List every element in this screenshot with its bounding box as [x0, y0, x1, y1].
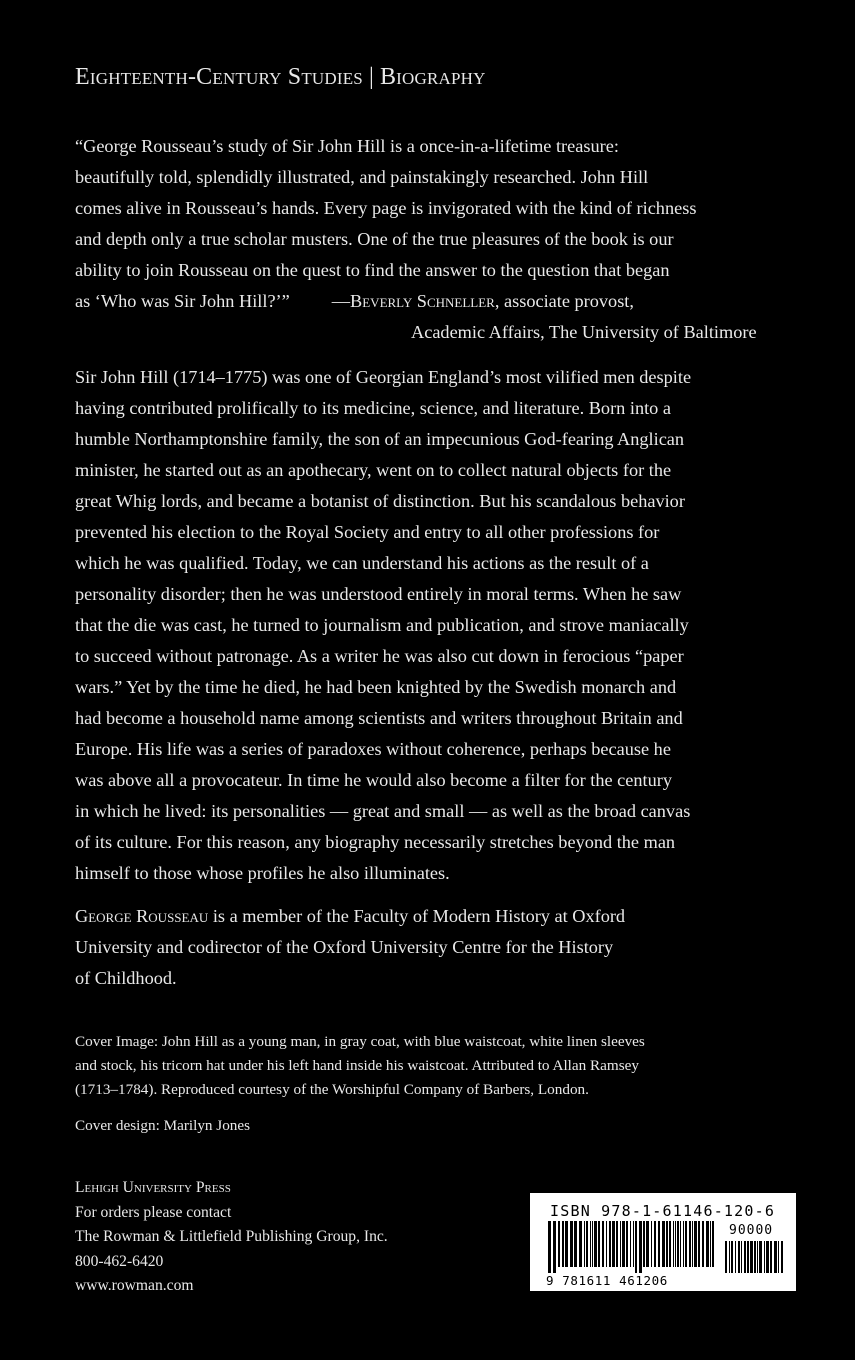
barcode-bar — [553, 1221, 556, 1273]
barcode-bar — [764, 1241, 765, 1273]
barcode-bar — [706, 1221, 709, 1267]
barcode-bar — [626, 1221, 628, 1267]
barcode-bar — [594, 1221, 597, 1267]
description-line: minister, he started out as an apothecary, went on to collect natural objects for the — [75, 460, 672, 480]
barcode-bar — [744, 1241, 746, 1273]
barcode-bar — [774, 1241, 777, 1273]
barcode-bar — [548, 1221, 551, 1273]
barcode-bar — [766, 1241, 769, 1273]
quote-line: comes alive in Rousseau’s hands. Every page is invigorated with the kind of richness — [75, 198, 697, 218]
category-separator: | — [368, 64, 374, 90]
barcode-bar — [683, 1221, 684, 1267]
quote-line-text: as ‘Who was Sir John Hill?’” — [75, 291, 290, 311]
isbn-barcode — [530, 1193, 796, 1291]
description-line: wars.” Yet by the time he died, he had been knighted by the Swedish monarch and — [75, 677, 677, 697]
barcode-bar — [562, 1221, 564, 1267]
barcode-bar — [590, 1221, 591, 1267]
barcode-bar — [643, 1221, 645, 1267]
barcode-bar — [606, 1221, 607, 1267]
quote-line: “George Rousseau’s study of Sir John Hill is a once-in-a-lifetime treasure: — [75, 136, 619, 156]
orders-note: For orders please contact — [75, 1203, 232, 1221]
author-bio — [75, 901, 795, 994]
author-name: George Rousseau — [75, 906, 209, 926]
attribution-dash: — — [331, 291, 351, 311]
quote-line: beautifully told, splendidly illustrated, and painstakingly researched. John Hill — [75, 167, 649, 187]
website: www.rowman.com — [75, 1277, 194, 1294]
barcode-bar — [759, 1241, 762, 1273]
cover-design-credit: Cover design: Marilyn Jones — [75, 1117, 251, 1134]
barcode-bar — [692, 1221, 693, 1267]
description-line: Sir John Hill (1714–1775) was one of Georgian England’s most vilified men despite — [75, 367, 692, 387]
barcode-bar — [666, 1221, 668, 1267]
barcode-bar — [639, 1221, 642, 1273]
barcode-bar — [735, 1241, 736, 1273]
barcode-bar — [702, 1221, 704, 1267]
barcode-bar — [680, 1221, 681, 1267]
category-right: Biography — [379, 64, 486, 90]
attribution — [332, 291, 634, 311]
endorsement-quote — [75, 131, 795, 348]
barcode-bar — [689, 1221, 691, 1267]
barcode-bar — [612, 1221, 615, 1267]
description-line: having contributed prolifically to its medicine, science, and literature. Born into a — [75, 398, 671, 418]
barcode-bar — [609, 1221, 611, 1267]
cover-credit-line: and stock, his tricorn hat under his left hand inside his waistcoat. Attributed to Allan Ramsey — [75, 1057, 639, 1074]
description-line: which he was qualified. Today, we can understand his actions as the result of a — [75, 553, 649, 573]
price-addon-digits: 90000 — [729, 1223, 774, 1238]
barcode-bar — [731, 1241, 733, 1273]
cover-credit-line: (1713–1784). Reproduced courtesy of the Worshipful Company of Barbers, London. — [75, 1081, 589, 1098]
barcode-bar — [633, 1221, 634, 1267]
barcode-bar — [592, 1221, 593, 1267]
barcode-bar — [710, 1221, 711, 1267]
barcode-bar — [781, 1241, 783, 1273]
barcode-bar — [651, 1221, 652, 1267]
barcode-bar — [694, 1221, 697, 1267]
quote-last-line — [75, 286, 795, 317]
description-line: had become a household name among scientists and writers throughout Britain and — [75, 708, 683, 728]
barcode-bar — [598, 1221, 600, 1267]
barcode-bar — [712, 1221, 714, 1267]
ean-barcode-bars — [548, 1221, 716, 1273]
description-line: was above all a provocateur. In time he would also become a filter for the century — [75, 770, 672, 790]
publisher-info — [75, 1176, 388, 1299]
addon-barcode-bars — [725, 1241, 783, 1279]
barcode-bar — [584, 1221, 585, 1267]
barcode-bar — [698, 1221, 700, 1267]
barcode-bar — [586, 1221, 588, 1267]
description-line: of its culture. For this reason, any biography necessarily stretches beyond the man — [75, 832, 676, 852]
quote-line: and depth only a true scholar musters. One of the true pleasures of the book is our — [75, 229, 674, 249]
description-line: great Whig lords, and became a botanist of distinction. But his scandalous behavior — [75, 491, 685, 511]
description-line: prevented his election to the Royal Society and entry to all other professions for — [75, 522, 660, 542]
barcode-bar — [747, 1241, 749, 1273]
barcode-bar — [725, 1241, 727, 1273]
barcode-bar — [565, 1221, 568, 1267]
description-line: humble Northamptonshire family, the son of an impecunious God-fearing Anglican — [75, 429, 685, 449]
barcode-bar — [574, 1221, 577, 1267]
barcode-bar — [602, 1221, 604, 1267]
description-line: in which he lived: its personalities — great and small — as well as the broad canvas — [75, 801, 691, 821]
description-line: himself to those whose profiles he also illuminates. — [75, 863, 450, 883]
barcode-bar — [778, 1241, 779, 1273]
barcode-bar — [673, 1221, 674, 1267]
publisher-name: Lehigh University Press — [75, 1179, 231, 1196]
barcode-bar — [750, 1241, 753, 1273]
barcode-bar — [654, 1221, 656, 1267]
category-heading — [75, 64, 486, 91]
barcode-bar — [729, 1241, 730, 1273]
description-line: that the die was cast, he turned to journalism and publication, and strove maniacally — [75, 615, 689, 635]
attribution-name: Beverly Schneller — [350, 291, 495, 311]
isbn-number: ISBN 978-1-61146-120-6 — [550, 1202, 776, 1220]
author-bio-line: of Childhood. — [75, 968, 177, 988]
barcode-bar — [635, 1221, 637, 1273]
cover-credit-line: Cover Image: John Hill as a young man, in gray coat, with blue waistcoat, white linen sleeves — [75, 1033, 645, 1050]
author-bio-text: is a member of the Faculty of Modern History at Oxford — [208, 906, 626, 926]
barcode-bar — [685, 1221, 687, 1267]
attribution-affiliation: Academic Affairs, The University of Baltimore — [411, 322, 757, 342]
barcode-bar — [662, 1221, 665, 1267]
barcode-bar — [558, 1221, 560, 1267]
barcode-bar — [677, 1221, 679, 1267]
barcode-bar — [616, 1221, 618, 1267]
barcode-bar — [757, 1241, 758, 1273]
barcode-bar — [570, 1221, 573, 1267]
back-cover — [75, 0, 795, 1360]
quote-line: ability to join Rousseau on the quest to find the answer to the question that began — [75, 260, 670, 280]
description-line: Europe. His life was a series of paradoxes without coherence, perhaps because he — [75, 739, 671, 759]
barcode-bar — [738, 1241, 740, 1273]
barcode-bar — [669, 1221, 671, 1267]
barcode-bar — [754, 1241, 756, 1273]
barcode-bar — [579, 1221, 582, 1267]
barcode-bar — [658, 1221, 660, 1267]
cover-image-credit — [75, 1030, 795, 1102]
barcode-bar — [646, 1221, 649, 1267]
phone-number: 800-462-6420 — [75, 1252, 164, 1270]
ean-digits: 9 781611 461206 — [546, 1273, 668, 1288]
book-description — [75, 362, 795, 889]
barcode-bar — [741, 1241, 742, 1273]
barcode-bar — [675, 1221, 676, 1267]
barcode-bar — [622, 1221, 625, 1267]
description-line: to succeed without patronage. As a writer he was also cut down in ferocious “paper — [75, 646, 684, 666]
barcode-bar — [620, 1221, 621, 1267]
distributor-name: The Rowman & Littlefield Publishing Group, Inc. — [75, 1228, 388, 1245]
barcode-bar — [770, 1241, 772, 1273]
author-bio-line — [75, 901, 795, 932]
category-left: Eighteenth-Century Studies — [75, 64, 363, 90]
description-line: personality disorder; then he was understood entirely in moral terms. When he saw — [75, 584, 682, 604]
author-bio-line: University and codirector of the Oxford University Centre for the History — [75, 937, 614, 957]
barcode-bar — [630, 1221, 631, 1267]
attribution-role: , associate provost, — [494, 291, 634, 311]
